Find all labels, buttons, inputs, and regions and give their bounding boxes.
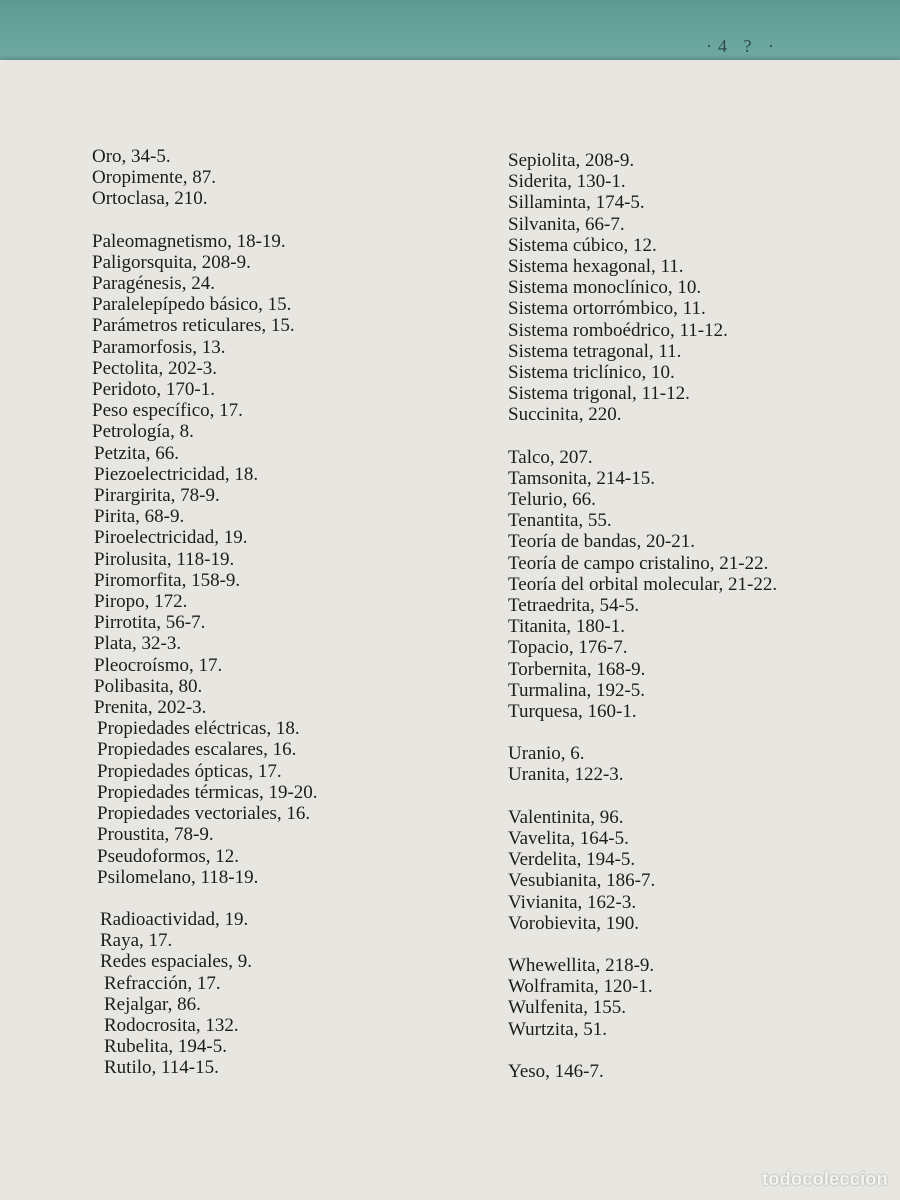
index-group xyxy=(508,1061,898,1082)
index-entry: Rodocrosita, 132. xyxy=(104,1014,239,1036)
index-entry: Pseudoformos, 12. xyxy=(97,845,239,867)
index-group xyxy=(92,909,472,1079)
index-entry: Raya, 17. xyxy=(100,930,173,952)
index-entry: Sistema triclínico, 10. xyxy=(508,362,675,384)
index-entry: Telurio, 66. xyxy=(508,489,596,511)
index-entry: Pirrotita, 56-7. xyxy=(94,612,206,634)
index-entry: Propiedades escalares, 16. xyxy=(97,739,297,761)
index-entry: Paramorfosis, 13. xyxy=(92,336,226,358)
index-page xyxy=(0,60,900,1200)
index-entry: Propiedades ópticas, 17. xyxy=(97,760,282,782)
index-entry: Parámetros reticulares, 15. xyxy=(92,315,295,337)
index-group xyxy=(92,231,472,888)
index-entry: Paleomagnetismo, 18-19. xyxy=(92,230,286,252)
index-entry: Proustita, 78-9. xyxy=(97,824,214,846)
index-entry: Turmalina, 192-5. xyxy=(508,679,646,701)
index-entry: Pectolita, 202-3. xyxy=(92,357,218,379)
index-entry: Sistema monoclínico, 10. xyxy=(508,277,702,299)
index-entry: Wulfenita, 155. xyxy=(508,997,626,1019)
index-entry: Sistema tetragonal, 11. xyxy=(508,340,682,362)
index-entry: Paragénesis, 24. xyxy=(92,273,215,295)
index-entry: Oro, 34-5. xyxy=(92,146,171,167)
index-entry: Succinita, 220. xyxy=(508,404,622,426)
index-entry: Peso específico, 17. xyxy=(92,400,243,422)
index-entry: Rutilo, 114-15. xyxy=(104,1057,219,1079)
index-entry: Vavelita, 164-5. xyxy=(508,827,629,849)
index-entry: Piroelectricidad, 19. xyxy=(94,527,248,549)
index-entry: Sistema romboédrico, 11-12. xyxy=(508,319,728,341)
index-entry: Tamsonita, 214-15. xyxy=(508,467,655,489)
index-entry: Petzita, 66. xyxy=(94,442,179,464)
index-entry: Uranio, 6. xyxy=(508,743,585,765)
right-index-column xyxy=(508,150,898,1103)
watermark-logo: todocoleccion xyxy=(762,1169,888,1189)
index-entry: Tenantita, 55. xyxy=(508,510,612,532)
left-index-column xyxy=(92,146,472,1100)
index-entry: Peridoto, 170-1. xyxy=(92,379,215,401)
index-entry: Vesubianita, 186-7. xyxy=(508,870,656,892)
index-group xyxy=(508,743,898,785)
index-entry: Prenita, 202-3. xyxy=(94,697,207,719)
index-entry: Titanita, 180-1. xyxy=(508,616,625,638)
index-entry: Rubelita, 194-5. xyxy=(104,1036,227,1058)
index-group xyxy=(92,146,472,210)
index-entry: Wurtzita, 51. xyxy=(508,1018,607,1040)
index-entry: Paligorsquita, 208-9. xyxy=(92,251,251,273)
index-entry: Tetraedrita, 54-5. xyxy=(508,595,640,617)
index-group xyxy=(508,807,898,934)
index-entry: Vorobievita, 190. xyxy=(508,912,640,934)
index-group xyxy=(508,447,898,723)
index-entry: Polibasita, 80. xyxy=(94,675,203,697)
index-entry: Turquesa, 160-1. xyxy=(508,701,637,723)
index-entry: Verdelita, 194-5. xyxy=(508,849,636,871)
index-entry: Sistema hexagonal, 11. xyxy=(508,256,684,278)
index-entry: Plata, 32-3. xyxy=(94,633,182,655)
index-entry: Sepiolita, 208-9. xyxy=(508,150,635,171)
index-entry: Valentinita, 96. xyxy=(508,806,624,828)
index-entry: Oropimente, 87. xyxy=(92,167,217,189)
handwritten-marks: ·4 ? · xyxy=(706,36,780,56)
index-entry: Piropo, 172. xyxy=(94,591,188,613)
index-entry: Whewellita, 218-9. xyxy=(508,954,655,976)
index-entry: Uranita, 122-3. xyxy=(508,764,624,786)
index-group xyxy=(508,955,898,1040)
index-entry: Pirargirita, 78-9. xyxy=(94,485,220,507)
index-entry: Vivianita, 162-3. xyxy=(508,891,637,913)
index-entry: Propiedades vectoriales, 16. xyxy=(97,803,311,825)
index-entry: Paralelepípedo básico, 15. xyxy=(92,294,292,316)
index-entry: Teoría de bandas, 20-21. xyxy=(508,531,696,553)
index-entry: Propiedades térmicas, 19-20. xyxy=(97,781,318,803)
index-entry: Petrología, 8. xyxy=(92,421,194,443)
index-entry: Refracción, 17. xyxy=(104,972,221,994)
index-entry: Teoría de campo cristalino, 21-22. xyxy=(508,552,769,574)
index-entry: Yeso, 146-7. xyxy=(508,1060,604,1082)
index-entry: Pleocroísmo, 17. xyxy=(94,654,223,676)
index-entry: Piromorfita, 158-9. xyxy=(94,569,241,591)
index-entry: Radioactividad, 19. xyxy=(100,908,249,930)
index-entry: Sistema trigonal, 11-12. xyxy=(508,383,690,405)
index-entry: Talco, 207. xyxy=(508,446,593,468)
index-entry: Ortoclasa, 210. xyxy=(92,188,208,210)
index-entry: Pirolusita, 118-19. xyxy=(94,548,235,570)
index-entry: Siderita, 130-1. xyxy=(508,171,626,193)
index-entry: Wolframita, 120-1. xyxy=(508,976,653,998)
index-entry: Sistema ortorrómbico, 11. xyxy=(508,298,706,320)
index-entry: Teoría del orbital molecular, 21-22. xyxy=(508,573,778,595)
index-entry: Piezoelectricidad, 18. xyxy=(94,463,259,485)
index-entry: Torbernita, 168-9. xyxy=(508,658,646,680)
index-entry: Silvanita, 66-7. xyxy=(508,213,625,235)
index-group xyxy=(508,150,898,426)
index-entry: Psilomelano, 118-19. xyxy=(97,866,259,888)
index-entry: Rejalgar, 86. xyxy=(104,993,201,1015)
index-entry: Redes espaciales, 9. xyxy=(100,951,252,973)
index-entry: Propiedades eléctricas, 18. xyxy=(97,718,300,740)
index-entry: Pirita, 68-9. xyxy=(94,506,185,528)
index-entry: Sillaminta, 174-5. xyxy=(508,192,645,214)
index-entry: Topacio, 176-7. xyxy=(508,637,628,659)
index-entry: Sistema cúbico, 12. xyxy=(508,234,657,256)
